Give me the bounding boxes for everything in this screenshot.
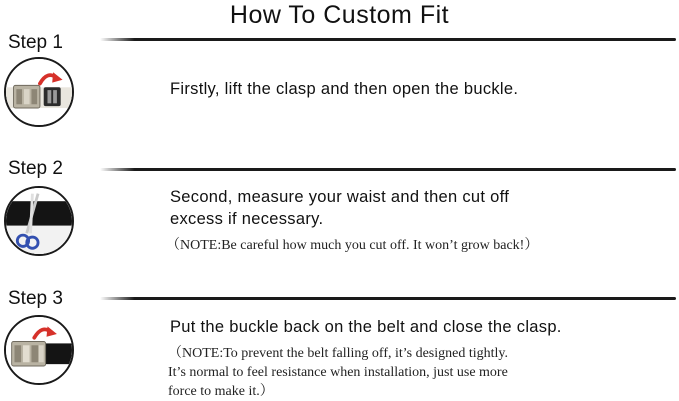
step-3-image [4, 315, 74, 385]
step-3-note-line-1: （NOTE:To prevent the belt falling off, it’s designed tightly. [168, 346, 509, 361]
scissors-cut-belt-icon [6, 188, 72, 254]
step-3-divider [100, 297, 676, 300]
buckle-close-icon [6, 317, 72, 383]
page-title: How To Custom Fit [229, 1, 450, 29]
step-3-note-line-3: force to make it.） [168, 384, 274, 399]
step-2-note: （NOTE:Be careful how much you cut off. It won’t grow back!） [166, 238, 539, 253]
step-1-instruction: Firstly, lift the clasp and then open the buckle. [170, 80, 519, 98]
step-1-image [4, 57, 74, 127]
buckle-open-icon [6, 59, 72, 125]
step-3-instruction: Put the buckle back on the belt and close the clasp. [170, 318, 562, 336]
step-2-image [4, 186, 74, 256]
step-1-divider [100, 38, 676, 41]
step-2-divider [100, 168, 676, 171]
step-2-label: Step 2 [8, 158, 63, 179]
step-2-instruction-line-1: Second, measure your waist and then cut off [170, 188, 510, 206]
step-2-instruction-line-2: excess if necessary. [170, 210, 324, 228]
step-3-label: Step 3 [8, 288, 63, 309]
step-3-note-line-2: It’s normal to feel resistance when installation, just use more [168, 365, 508, 380]
step-1-label: Step 1 [8, 32, 63, 53]
